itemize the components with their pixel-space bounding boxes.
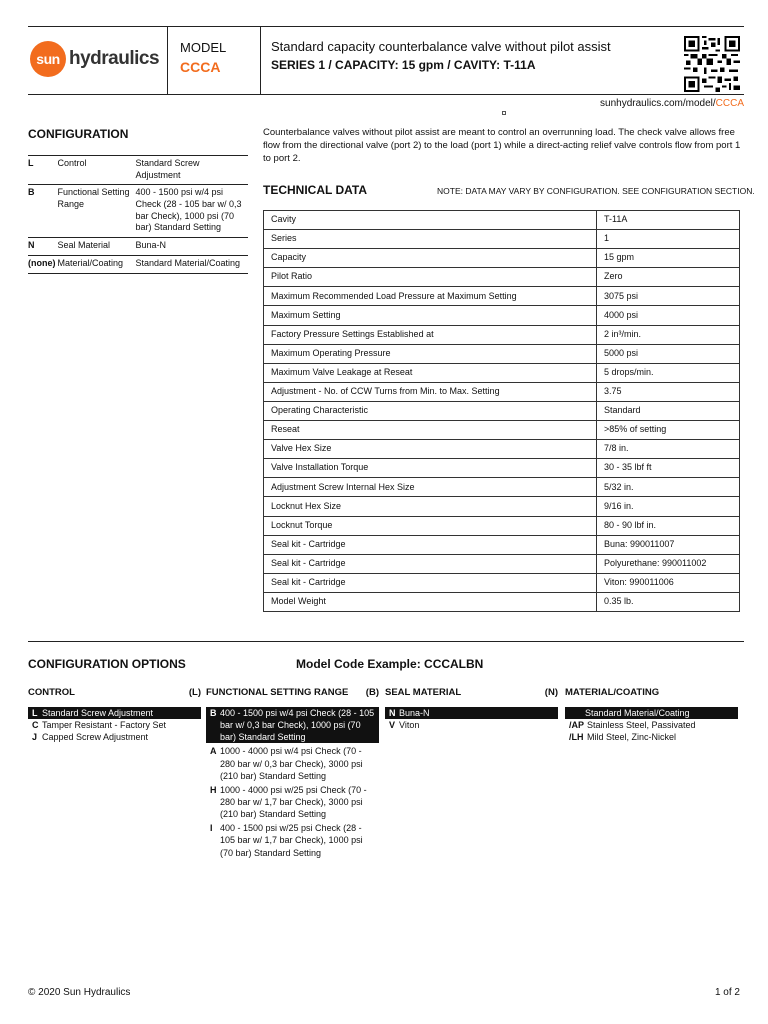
config-row: [28, 185, 248, 238]
seal-option[interactable]: [385, 707, 558, 719]
placeholder-box: [502, 111, 506, 115]
option-text: Viton: [399, 720, 420, 731]
tech-value: Viton: 990011006: [597, 573, 740, 592]
option-text: Tamper Resistant - Factory Set: [42, 720, 167, 731]
technical-data-table: [263, 210, 740, 612]
tech-value: 3.75: [597, 382, 740, 401]
tech-value: 2 in³/min.: [597, 325, 740, 344]
tech-label: Maximum Operating Pressure: [264, 344, 597, 363]
tech-label: Valve Installation Torque: [264, 459, 597, 478]
config-value: Standard Material/Coating: [135, 257, 241, 268]
config-name: Material/Coating: [57, 257, 124, 268]
option-text: Stainless Steel, Passivated: [587, 720, 696, 731]
tech-value: Polyurethane: 990011002: [597, 554, 740, 573]
product-title: Standard capacity counterbalance valve without pilot assist: [271, 39, 611, 54]
material-options: [565, 707, 738, 743]
tech-row: [264, 421, 740, 440]
tech-row: [264, 516, 740, 535]
tech-value: 7/8 in.: [597, 440, 740, 459]
tech-row: [264, 325, 740, 344]
material-option[interactable]: [565, 719, 738, 731]
option-text: Buna-N: [399, 708, 430, 718]
seal-header-label: SEAL MATERIAL: [385, 687, 462, 698]
sun-logo-mark: sun: [30, 41, 66, 77]
option-code: C: [32, 720, 39, 731]
option-code: V: [389, 720, 396, 731]
option-text: Mild Steel, Zinc-Nickel: [587, 732, 677, 743]
range-option[interactable]: [206, 707, 379, 743]
tech-row: [264, 211, 740, 230]
page-number: 1 of 2: [714, 987, 740, 998]
brand-name: hydraulics: [69, 47, 160, 69]
option-text: 1000 - 4000 psi w/25 psi Check (70 - 280 bar w/ 1,7 bar Check), 3000 psi (210 bar) Standard Setting: [220, 784, 367, 820]
tech-row: [264, 478, 740, 497]
tech-row: [264, 306, 740, 325]
tech-value: 9/16 in.: [597, 497, 740, 516]
option-text: 400 - 1500 psi w/25 psi Check (28 - 105 bar w/ 1,7 bar Check), 1000 psi (70 bar) Standard Setting: [220, 823, 363, 858]
seal-options: [385, 707, 558, 731]
tech-label: Locknut Torque: [264, 516, 597, 535]
brand-logo[interactable]: [30, 39, 162, 79]
option-code: H: [210, 784, 217, 795]
tech-value: Zero: [597, 268, 740, 287]
qr-code-icon[interactable]: [684, 36, 740, 92]
tech-label: Factory Pressure Settings Established at: [264, 325, 597, 344]
config-value: Buna-N: [135, 240, 167, 251]
technical-data-title: TECHNICAL DATA: [263, 183, 367, 197]
material-option[interactable]: [565, 707, 738, 719]
config-name: Control: [57, 158, 87, 168]
model-label: MODEL: [180, 40, 227, 55]
option-text: Standard Material/Coating: [585, 708, 690, 718]
tech-row: [264, 363, 740, 382]
material-header-label: MATERIAL/COATING: [565, 687, 660, 698]
tech-value: 5 drops/min.: [597, 363, 740, 382]
tech-value: Standard: [597, 401, 740, 420]
tech-label: Cavity: [264, 211, 597, 230]
range-options: [206, 707, 379, 861]
tech-row: [264, 554, 740, 573]
option-code: I: [210, 823, 213, 834]
tech-row: [264, 592, 740, 611]
tech-label: Pilot Ratio: [264, 268, 597, 287]
product-description: Counterbalance valves without pilot assist are meant to control an overrunning load. The check valve allows free flow from the directional valve (port 2) to the load (port 1) while a direct-acting relief valve controls flow from port 1 to port 2.: [263, 127, 741, 164]
control-header: [28, 687, 201, 699]
config-value: 400 - 1500 psi w/4 psi Check (28 - 105 bar w/ 0,3 bar Check), 1000 psi (70 bar) Standard Setting: [135, 187, 242, 233]
divider: [167, 27, 168, 94]
config-key: N: [28, 240, 35, 251]
tech-row: [264, 382, 740, 401]
tech-value: 15 gpm: [597, 249, 740, 268]
tech-label: Capacity: [264, 249, 597, 268]
tech-label: Valve Hex Size: [264, 440, 597, 459]
range-header: [206, 687, 379, 699]
tech-value: 0.35 lb.: [597, 592, 740, 611]
option-code: /AP: [569, 720, 585, 731]
tech-label: Model Weight: [264, 592, 597, 611]
config-row: [28, 255, 248, 273]
model-code-example: Model Code Example: CCCALBN: [296, 657, 484, 671]
option-code: /LH: [569, 732, 584, 743]
control-header-label: CONTROL: [28, 687, 75, 698]
tech-value: 5000 psi: [597, 344, 740, 363]
tech-value: 80 - 90 lbf in.: [597, 516, 740, 535]
tech-label: Maximum Valve Leakage at Reseat: [264, 363, 597, 382]
config-name: Seal Material: [57, 240, 111, 251]
config-key: B: [28, 187, 35, 198]
tech-label: Operating Characteristic: [264, 401, 597, 420]
seal-header-code: (N): [544, 687, 558, 698]
tech-label: Series: [264, 230, 597, 249]
model-code: CCCA: [180, 59, 221, 75]
tech-label: Seal kit - Cartridge: [264, 535, 597, 554]
config-value: Standard Screw Adjustment: [135, 158, 200, 180]
configuration-title: CONFIGURATION: [28, 127, 129, 141]
tech-row: [264, 230, 740, 249]
option-text: Capped Screw Adjustment: [42, 732, 149, 743]
tech-value: T-11A: [597, 211, 740, 230]
tech-label: Maximum Setting: [264, 306, 597, 325]
tech-row: [264, 268, 740, 287]
config-row: [28, 238, 248, 256]
config-name: Functional Setting Range: [57, 187, 130, 210]
tech-value: >85% of setting: [597, 421, 740, 440]
option-text: 1000 - 4000 psi w/4 psi Check (70 - 280 bar w/ 0,3 bar Check), 3000 psi (210 bar) Standard Setting: [220, 746, 363, 781]
option-code: L: [32, 708, 38, 718]
url-prefix: sunhydraulics.com/model/: [600, 98, 716, 109]
header: [28, 26, 744, 95]
configuration-options-title: CONFIGURATION OPTIONS: [28, 657, 186, 671]
divider: [260, 27, 261, 94]
tech-row: [264, 497, 740, 516]
seal-header: [385, 687, 558, 699]
control-header-code: (L): [188, 687, 201, 698]
range-option[interactable]: [206, 745, 379, 781]
range-header-code: (B): [365, 687, 379, 698]
config-key: (none): [28, 257, 56, 268]
tech-row: [264, 249, 740, 268]
model-url-link[interactable]: [600, 97, 744, 110]
material-option[interactable]: [565, 731, 738, 743]
control-option[interactable]: [28, 707, 201, 719]
technical-data-note: NOTE: DATA MAY VARY BY CONFIGURATION. SEE CONFIGURATION SECTION.: [437, 186, 755, 196]
tech-value: Buna: 990011007: [597, 535, 740, 554]
tech-value: 5/32 in.: [597, 478, 740, 497]
tech-row: [264, 535, 740, 554]
option-text: 400 - 1500 psi w/4 psi Check (28 - 105 bar w/ 0,3 bar Check), 1000 psi (70 bar) Standard Setting: [220, 708, 375, 743]
product-subtitle: SERIES 1 / CAPACITY: 15 gpm / CAVITY: T-11A: [271, 58, 536, 72]
range-header-label: FUNCTIONAL SETTING RANGE: [206, 687, 349, 698]
option-code: A: [210, 746, 217, 757]
copyright: © 2020 Sun Hydraulics: [28, 987, 131, 998]
range-option[interactable]: [206, 784, 379, 820]
section-divider: [28, 641, 744, 642]
configuration-table: [28, 155, 248, 274]
tech-label: Maximum Recommended Load Pressure at Maximum Setting: [264, 287, 597, 306]
tech-row: [264, 440, 740, 459]
material-header: [565, 687, 738, 699]
option-code: N: [389, 708, 396, 718]
config-key: L: [28, 158, 34, 168]
tech-label: Seal kit - Cartridge: [264, 573, 597, 592]
tech-row: [264, 459, 740, 478]
range-option[interactable]: [206, 822, 379, 858]
tech-value: 4000 psi: [597, 306, 740, 325]
tech-label: Adjustment - No. of CCW Turns from Min. to Max. Setting: [264, 382, 597, 401]
config-row: [28, 156, 248, 185]
tech-value: 3075 psi: [597, 287, 740, 306]
option-text: Standard Screw Adjustment: [42, 708, 154, 718]
tech-row: [264, 287, 740, 306]
control-options: [28, 707, 201, 743]
tech-label: Locknut Hex Size: [264, 497, 597, 516]
seal-option[interactable]: [385, 719, 558, 731]
tech-value: 1: [597, 230, 740, 249]
tech-value: 30 - 35 lbf ft: [597, 459, 740, 478]
option-code: J: [32, 732, 38, 743]
control-option[interactable]: [28, 731, 201, 743]
url-model: CCCA: [715, 98, 744, 109]
tech-row: [264, 401, 740, 420]
option-code: B: [210, 708, 217, 718]
option-code: [569, 707, 585, 719]
tech-label: Adjustment Screw Internal Hex Size: [264, 478, 597, 497]
tech-label: Reseat: [264, 421, 597, 440]
tech-row: [264, 573, 740, 592]
tech-row: [264, 344, 740, 363]
control-option[interactable]: [28, 719, 201, 731]
tech-label: Seal kit - Cartridge: [264, 554, 597, 573]
